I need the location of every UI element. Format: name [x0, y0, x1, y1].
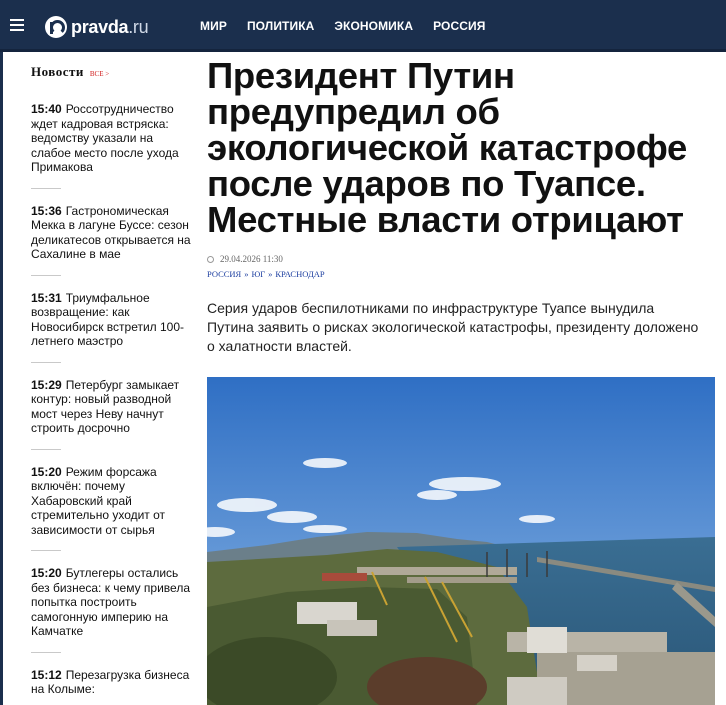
breadcrumb-rossiya[interactable]: РОССИЯ — [207, 269, 242, 279]
logo-name: pravda — [71, 16, 129, 37]
news-item[interactable] — [31, 204, 191, 262]
news-text: Гастрономическая Мекка в лагуне Буссе: сезон деликатесов открывается на Сахалине в мае — [31, 203, 191, 261]
news-text: Бутлегеры остались без бизнеса: к чему привела попытка построить самогонную империю на Камчатке — [31, 566, 190, 638]
article-photo[interactable] — [207, 377, 715, 705]
news-text: Россотрудничество ждет кадровая встряска: ведомству указали на слабое место после ухода Примакова — [31, 102, 179, 174]
breadcrumb-separator: » — [244, 269, 249, 279]
news-text: Триумфальное возвращение: как Новосибирск встретил 100-летнего маэстро — [31, 290, 185, 348]
news-divider — [31, 275, 61, 276]
news-time: 15:36 — [31, 203, 62, 218]
news-divider — [31, 362, 61, 363]
top-navigation-bar — [0, 0, 726, 52]
news-item[interactable] — [31, 378, 191, 436]
news-divider — [31, 550, 61, 551]
news-item[interactable] — [31, 465, 191, 538]
tuapse-port-photo — [207, 377, 715, 705]
news-sidebar — [31, 64, 191, 697]
article-lead: Серия ударов беспилотниками по инфраструктуре Туапсе вынудила Путина заявить о рисках экологической катастрофы, президенту доложено о халатности властей. — [207, 300, 699, 354]
logo-tld: .ru — [128, 16, 149, 37]
news-item[interactable] — [31, 668, 191, 697]
news-time: 15:20 — [31, 464, 62, 479]
news-text: Перезагрузка бизнеса на Колыме: — [31, 667, 190, 696]
logo-text — [71, 17, 148, 38]
article-meta — [207, 254, 283, 264]
site-logo[interactable] — [45, 13, 148, 41]
main-nav — [200, 0, 505, 52]
news-time: 15:29 — [31, 377, 62, 392]
nav-item-politika[interactable]: ПОЛИТИКА — [246, 19, 315, 33]
nav-item-mir[interactable]: МИР — [200, 19, 227, 33]
sidebar-header — [31, 64, 191, 80]
news-text: Режим форсажа включён: почему Хабаровский край стремительно уходит от зависимости от сырья — [31, 464, 166, 537]
news-time: 15:40 — [31, 102, 62, 116]
nav-item-ekonomika[interactable]: ЭКОНОМИКА — [334, 19, 414, 33]
breadcrumb-yug[interactable]: ЮГ — [251, 269, 266, 279]
nav-item-rossiya[interactable]: РОССИЯ — [433, 19, 486, 33]
breadcrumb-krasnodar[interactable]: КРАСНОДАР — [275, 269, 325, 279]
news-item[interactable] — [31, 291, 191, 349]
news-divider — [31, 188, 61, 189]
news-text: Петербург замыкает контур: новый разводной мост через Неву начнут строить досрочно — [31, 377, 180, 435]
article-main — [207, 55, 717, 240]
news-item[interactable] — [31, 102, 191, 175]
pravda-logo-icon — [45, 16, 67, 38]
hamburger-menu-icon[interactable] — [10, 19, 24, 31]
news-item[interactable] — [31, 566, 191, 639]
news-time: 15:31 — [31, 290, 62, 305]
clock-icon — [207, 256, 214, 263]
breadcrumb-separator: » — [268, 269, 273, 279]
article-headline: Президент Путин предупредил об экологической катастрофе после ударов по Туапсе. Местные власти отрицают — [207, 55, 688, 240]
breadcrumb — [207, 269, 325, 279]
all-news-link[interactable]: ВСЕ > — [89, 70, 110, 78]
news-time: 15:20 — [31, 566, 62, 580]
news-divider — [31, 449, 61, 450]
left-edge-stripe — [0, 52, 3, 705]
article-date: 29.04.2026 11:30 — [220, 254, 283, 264]
news-time: 15:12 — [31, 667, 62, 682]
news-divider — [31, 652, 61, 653]
sidebar-title: Новости — [31, 64, 84, 79]
